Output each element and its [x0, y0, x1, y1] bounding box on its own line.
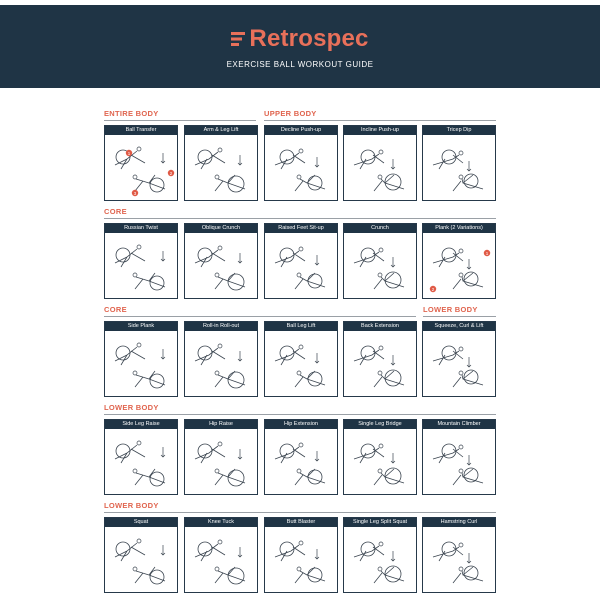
exercise-card — [184, 321, 258, 397]
step-marker-number: 3 — [133, 190, 137, 196]
brand-name: Retrospec — [249, 25, 369, 52]
exercise-card — [264, 125, 338, 201]
mountain-climber-figure — [423, 429, 495, 494]
section-heading-upper-body: UPPER BODY — [264, 109, 317, 118]
section-divider — [264, 120, 496, 121]
section-heading-entire-body: ENTIRE BODY — [104, 109, 159, 118]
section-heading-lower-body: LOWER BODY — [104, 501, 159, 510]
exercise-title: Side Leg Raise — [105, 420, 177, 429]
exercise-card — [104, 223, 178, 299]
exercise-title: Hamstring Curl — [423, 518, 495, 527]
hip-extension-figure — [265, 429, 337, 494]
ball-transfer-figure — [105, 135, 177, 200]
step-marker — [132, 190, 138, 196]
section-divider — [423, 316, 496, 317]
header-banner — [0, 5, 600, 88]
butt-blaster-figure — [265, 527, 337, 592]
squat-figure — [105, 527, 177, 592]
exercise-card — [264, 223, 338, 299]
brand-logo — [0, 25, 600, 53]
decline-pushup-figure — [265, 135, 337, 200]
arm-leg-lift-figure — [185, 135, 257, 200]
hamstring-curl-figure — [423, 527, 495, 592]
exercise-title: Hip Raise — [185, 420, 257, 429]
step-marker — [126, 150, 132, 156]
knee-tuck-figure — [185, 527, 257, 592]
exercise-card — [343, 223, 417, 299]
exercise-title: Knee Tuck — [185, 518, 257, 527]
exercise-card — [422, 125, 496, 201]
exercise-title: Crunch — [344, 224, 416, 233]
step-marker — [168, 170, 174, 176]
exercise-title: Side Plank — [105, 322, 177, 331]
exercise-card — [104, 419, 178, 495]
exercise-title: Oblique Crunch — [185, 224, 257, 233]
exercise-title: Tricep Dip — [423, 126, 495, 135]
exercise-card — [343, 517, 417, 593]
section-heading-core: CORE — [104, 305, 127, 314]
exercise-title: Arm & Leg Lift — [185, 126, 257, 135]
exercise-title: Single Leg Bridge — [344, 420, 416, 429]
exercise-title: Single Leg Split Squat — [344, 518, 416, 527]
back-extension-figure — [344, 331, 416, 396]
step-marker-number: 1 — [127, 150, 131, 156]
section-divider — [104, 316, 416, 317]
exercise-title: Back Extension — [344, 322, 416, 331]
side-leg-raise-figure — [105, 429, 177, 494]
section-heading-lower-body: LOWER BODY — [423, 305, 478, 314]
section-heading-core: CORE — [104, 207, 127, 216]
exercise-title: Decline Push-up — [265, 126, 337, 135]
exercise-card — [422, 321, 496, 397]
exercise-title: Butt Blaster — [265, 518, 337, 527]
raised-feet-situp-figure — [265, 233, 337, 298]
exercise-card — [104, 517, 178, 593]
exercise-title: Mountain Climber — [423, 420, 495, 429]
roll-in-roll-out-figure — [185, 331, 257, 396]
incline-pushup-figure — [344, 135, 416, 200]
exercise-card — [184, 223, 258, 299]
exercise-card — [422, 223, 496, 299]
step-marker — [430, 286, 436, 292]
russian-twist-figure — [105, 233, 177, 298]
exercise-title: Roll-in Roll-out — [185, 322, 257, 331]
exercise-title: Ball Leg Lift — [265, 322, 337, 331]
exercise-card — [264, 517, 338, 593]
step-marker-number: 1 — [485, 250, 489, 256]
single-leg-split-squat-figure — [344, 527, 416, 592]
exercise-card — [104, 321, 178, 397]
exercise-title: Incline Push-up — [344, 126, 416, 135]
brand-logo-icon — [231, 30, 247, 48]
section-divider — [104, 218, 496, 219]
exercise-card — [422, 517, 496, 593]
section-heading-lower-body: LOWER BODY — [104, 403, 159, 412]
section-divider — [104, 120, 256, 121]
tricep-dip-figure — [423, 135, 495, 200]
exercise-title: Plank (2 Variations) — [423, 224, 495, 233]
oblique-crunch-figure — [185, 233, 257, 298]
exercise-title: Russian Twist — [105, 224, 177, 233]
exercise-card — [184, 419, 258, 495]
squeeze-curl-lift-figure — [423, 331, 495, 396]
exercise-title: Squat — [105, 518, 177, 527]
hip-raise-figure — [185, 429, 257, 494]
guide-subtitle: EXERCISE BALL WORKOUT GUIDE — [226, 60, 374, 69]
exercise-card — [343, 419, 417, 495]
crunch-figure — [344, 233, 416, 298]
exercise-title: Hip Extension — [265, 420, 337, 429]
exercise-card — [264, 419, 338, 495]
exercise-title: Raised Feet Sit-up — [265, 224, 337, 233]
step-marker — [484, 250, 490, 256]
exercise-title: Ball Transfer — [105, 126, 177, 135]
step-marker-number: 2 — [169, 170, 173, 176]
exercise-card — [104, 125, 178, 201]
exercise-title: Squeeze, Curl & Lift — [423, 322, 495, 331]
side-plank-figure — [105, 331, 177, 396]
plank-figure — [423, 233, 495, 298]
section-divider — [104, 512, 496, 513]
exercise-card — [264, 321, 338, 397]
exercise-card — [343, 125, 417, 201]
exercise-card — [184, 125, 258, 201]
exercise-card — [184, 517, 258, 593]
exercise-card — [343, 321, 417, 397]
section-divider — [104, 414, 496, 415]
ball-leg-lift-figure — [265, 331, 337, 396]
exercise-card — [422, 419, 496, 495]
single-leg-bridge-figure — [344, 429, 416, 494]
step-marker-number: 2 — [431, 286, 435, 292]
